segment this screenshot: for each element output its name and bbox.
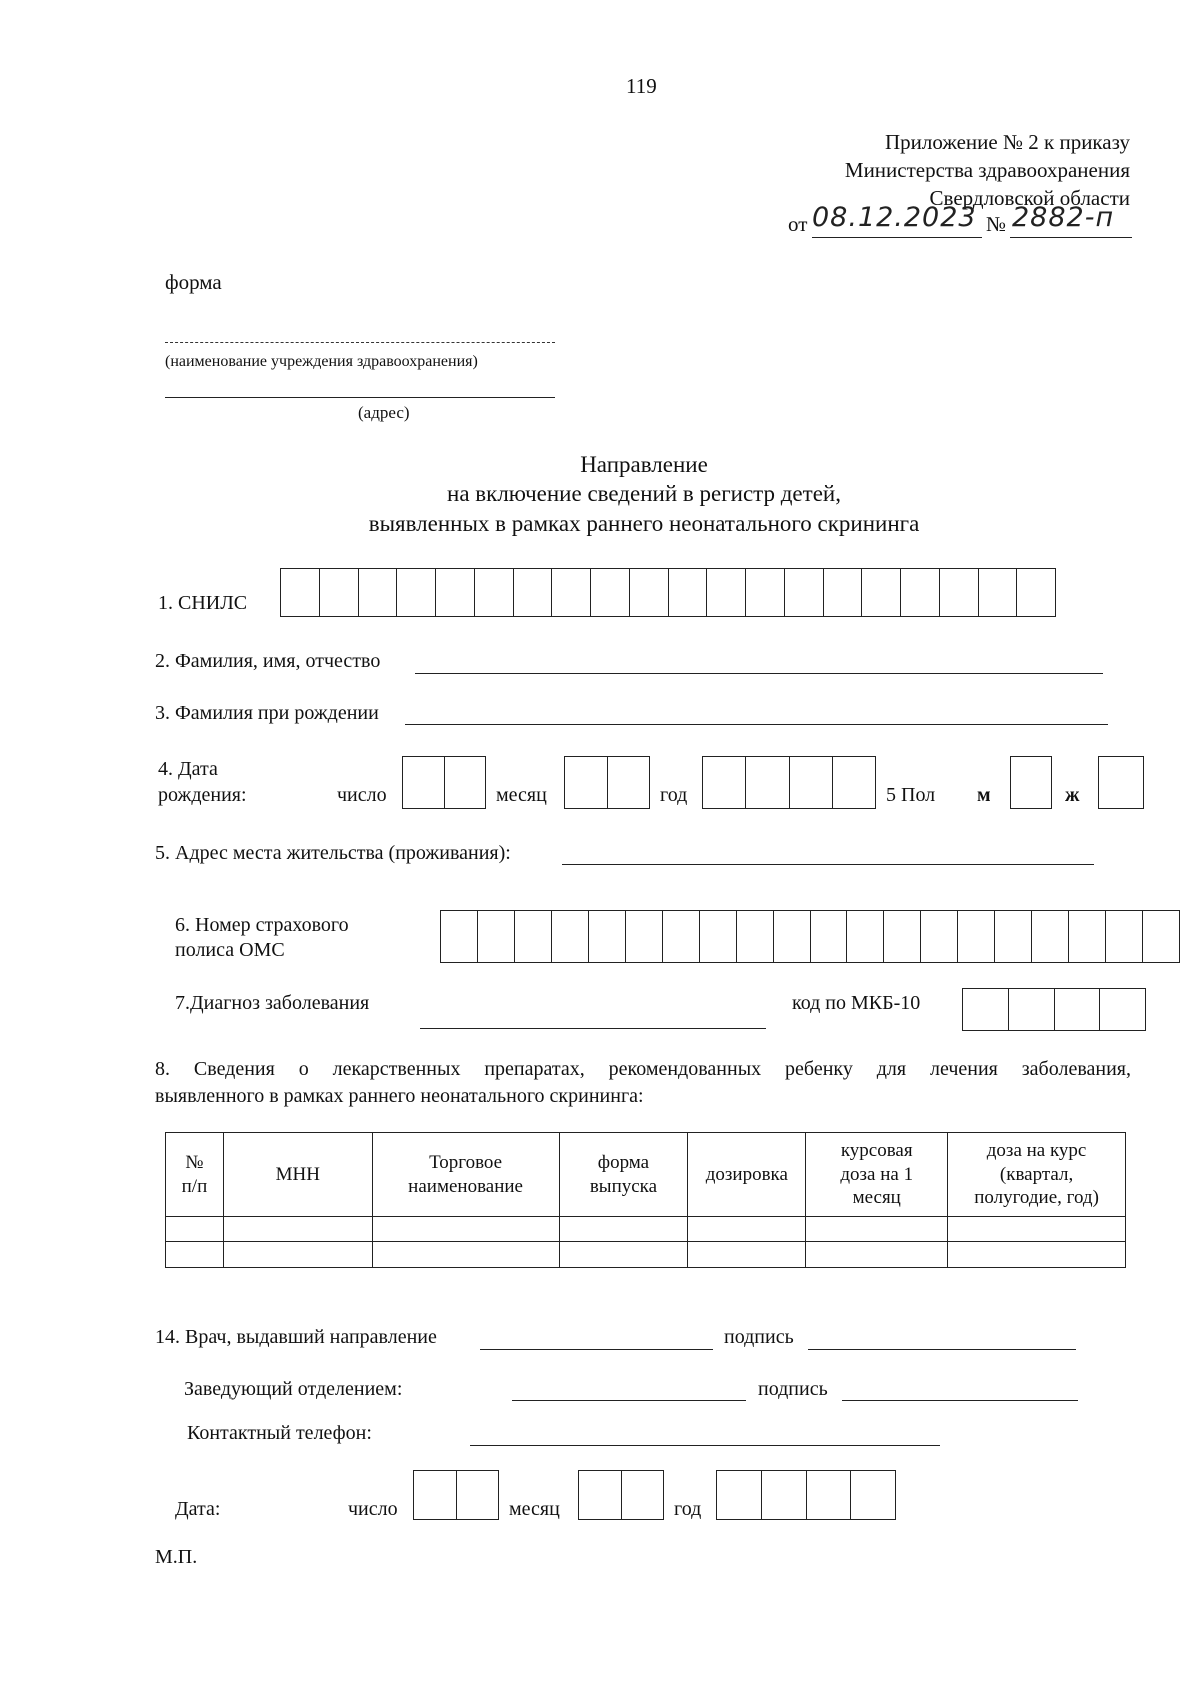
date-month-label: месяц [509,1498,560,1520]
diagnosis-label: 7.Диагноз заболевания [175,992,370,1014]
title-line-2: на включение сведений в регистр детей, [447,481,841,506]
head-signature-line[interactable] [842,1400,1078,1401]
birth-year-boxes[interactable] [702,756,876,809]
doctor-signature-label: подпись [724,1326,794,1348]
sex-m-box[interactable] [1010,756,1052,809]
drugs-table [165,1132,1126,1268]
fio-label: 2. Фамилия, имя, отчество [155,650,381,672]
address-caption: (адрес) [358,403,410,422]
institution-name-caption: (наименование учреждения здравоохранения) [165,353,478,370]
column-header-number: № п/п [166,1133,224,1217]
drugs-table-header-row [166,1133,1126,1217]
sex-label: 5 Пол [886,784,936,806]
date-day-label: число [348,1498,398,1520]
date-year-boxes[interactable] [716,1470,896,1520]
icd-boxes[interactable] [962,988,1146,1031]
title-line-3: выявленных в рамках раннего неонатального скрининга [368,511,920,536]
page-number: 119 [626,74,657,98]
birth-surname-label: 3. Фамилия при рождении [155,702,379,724]
title-line-1: Направление [580,452,708,477]
snils-boxes[interactable] [280,568,1056,617]
column-header-form: форма выпуска [559,1133,688,1217]
sex-f-box[interactable] [1098,756,1144,809]
fio-line[interactable] [415,673,1103,674]
diagnosis-line[interactable] [420,1028,766,1029]
stamp-label: М.П. [155,1546,198,1568]
date-month-boxes[interactable] [578,1470,664,1520]
policy-boxes[interactable] [440,910,1180,963]
drugs-intro-line-2: выявленного в рамках раннего неонатального скрининга: [155,1085,644,1107]
residence-address-label: 5. Адрес места жительства (проживания): [155,842,511,864]
phone-line[interactable] [470,1445,940,1446]
column-header-course-dose: доза на курс (квартал, полугодие, год) [948,1133,1126,1217]
drugs-intro-line-1: 8. Сведения о лекарственных препаратах, рекомендованных ребенку для лечения заболевания, [155,1058,1131,1080]
column-header-trade-name: Торговое наименование [372,1133,559,1217]
birth-date-label-2: рождения: [158,784,247,806]
order-date-line [812,237,982,238]
order-number-handwritten: 2882-п [1012,202,1115,233]
doctor-label: 14. Врач, выдавший направление [155,1326,437,1348]
birth-month-boxes[interactable] [564,756,650,809]
birth-day-boxes[interactable] [402,756,486,809]
table-row[interactable] [166,1217,1126,1242]
sex-m-label: м [977,784,991,806]
policy-label-2: полиса ОМС [175,939,285,961]
birth-month-label: месяц [496,784,547,806]
order-date-prefix: от [788,212,808,236]
residence-address-line[interactable] [562,864,1094,865]
policy-label-1: 6. Номер страхового [175,914,349,936]
appendix-line-2: Министерства здравоохранения [844,158,1130,182]
appendix-line-1: Приложение № 2 к приказу [885,130,1130,154]
date-year-label: год [674,1498,702,1520]
table-row[interactable] [166,1242,1126,1268]
column-header-dosage: дозировка [688,1133,806,1217]
appendix-line-3: Свердловской области [929,186,1130,210]
snils-label: 1. СНИЛС [158,592,248,614]
institution-name-line [165,342,555,343]
birth-day-label: число [337,784,387,806]
head-signature-label: подпись [758,1378,828,1400]
address-line [165,397,555,398]
icd-label: код по МКБ-10 [792,992,921,1014]
birth-date-label-1: 4. Дата [158,758,218,780]
date-day-boxes[interactable] [413,1470,499,1520]
order-date-handwritten: 08.12.2023 [812,202,977,233]
order-number-line [1010,237,1132,238]
doctor-signature-line[interactable] [808,1349,1076,1350]
order-number-prefix: № [986,212,1007,236]
form-label: форма [165,270,222,294]
head-label: Заведующий отделением: [184,1378,403,1400]
birth-year-label: год [660,784,688,806]
phone-label: Контактный телефон: [187,1422,372,1444]
sex-f-label: ж [1065,784,1080,806]
date-label: Дата: [175,1498,221,1520]
head-name-line[interactable] [512,1400,746,1401]
column-header-monthly-dose: курсовая доза на 1 месяц [806,1133,948,1217]
doctor-name-line[interactable] [480,1349,713,1350]
column-header-inn: МНН [223,1133,372,1217]
birth-surname-line[interactable] [405,724,1108,725]
